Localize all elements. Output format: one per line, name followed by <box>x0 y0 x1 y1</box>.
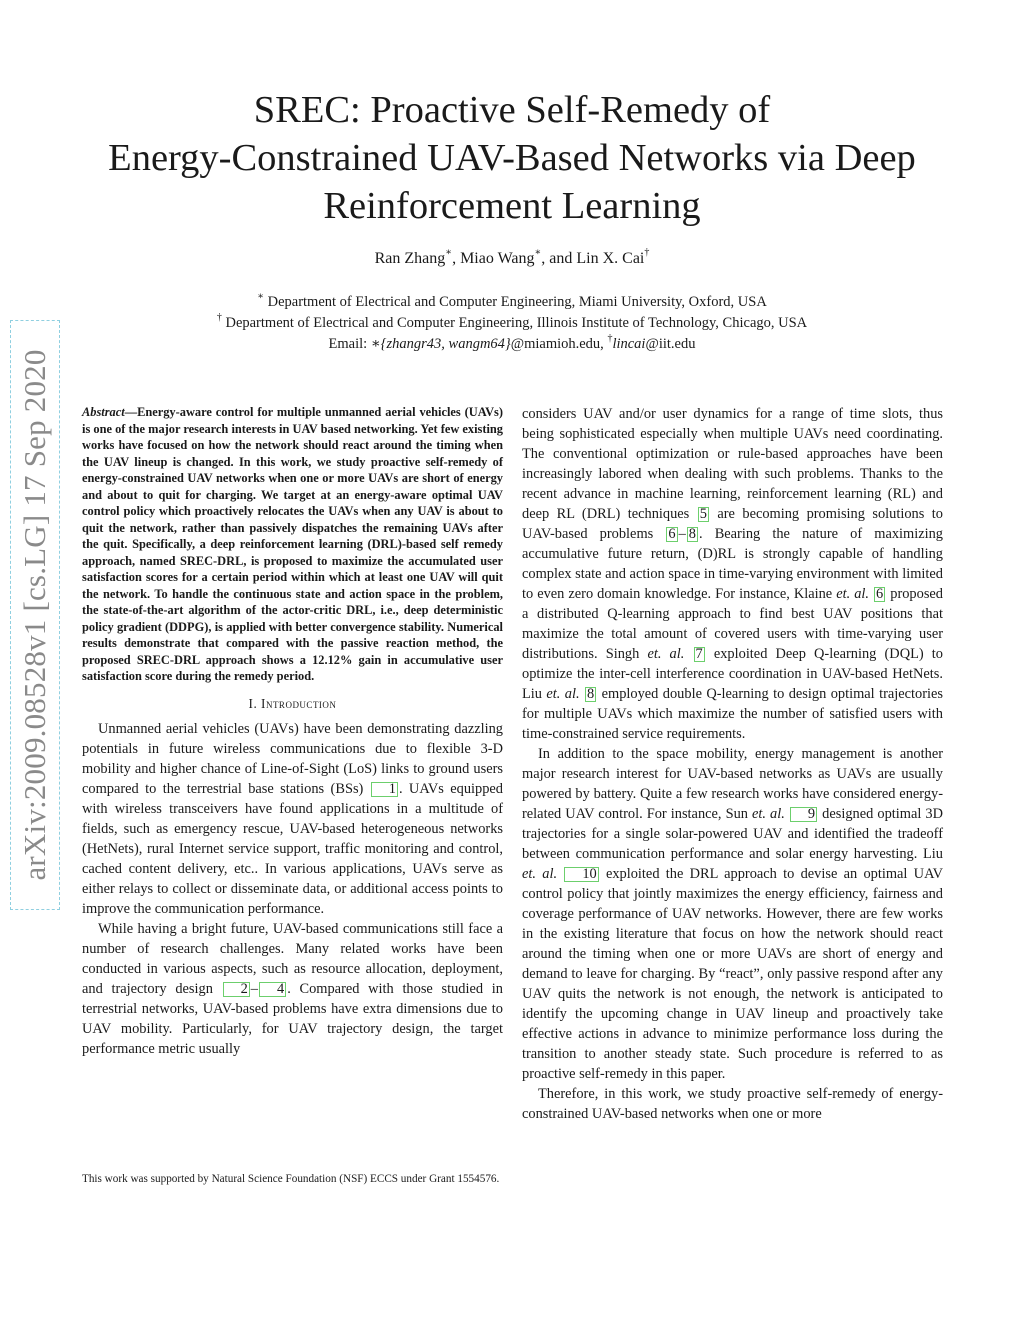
footnote: This work was supported by Natural Science Foundation (NSF) ECCS under Grant 1554576. <box>82 1173 500 1185</box>
affiliation-mark: † <box>216 312 222 323</box>
email-line <box>80 334 944 355</box>
author-list: Ran Zhang∗, Miao Wang∗, and Lin X. Cai† <box>374 247 650 267</box>
arxiv-identifier[interactable]: arXiv:2009.08528v1 [cs.LG] 17 Sep 2020 <box>17 349 52 881</box>
affiliation-mark: ∗ <box>257 291 264 302</box>
affiliation-line-1 <box>80 292 944 313</box>
citation-link[interactable]: 2 <box>223 982 250 997</box>
citation-link[interactable]: 6 <box>668 526 676 542</box>
intro-paragraph-3 <box>522 404 943 744</box>
title-line-1: SREC: Proactive Self-Remedy of <box>253 89 771 131</box>
text-run: considers UAV and/or user dynamics for a range of time slots, thus being sophisticated especially when multiple UAVs need coordinating. The conventional optimization or rule-based approaches have been increasingly labored when dealing with such problems. Thanks to the recent advance in machine learning, reinforcement learning (RL) and deep RL (DRL) techniques <box>522 406 943 522</box>
text-run: . Compared with those studied in terrestrial networks, UAV-based problems have extra dimensions due to UAV mobility. Particularly, for UAV trajectory design, the target performance metric usually <box>82 980 503 1057</box>
abstract-label: Abstract <box>82 405 125 419</box>
text-run: et. al. <box>836 586 870 602</box>
citation-link[interactable]: 1 <box>371 782 398 797</box>
text-run: employed double Q-learning to design optimal trajectories for multiple UAVs which maximize the number of satisfied users with time-constrained service requirements. <box>522 686 943 742</box>
citation-link[interactable]: 4 <box>259 982 286 997</box>
intro-paragraph-2 <box>82 919 503 1059</box>
email-user: lincai <box>612 336 646 352</box>
author-mark: ∗ <box>534 247 542 258</box>
text-run: et. al. <box>522 866 558 882</box>
text-run: In addition to the space mobility, energy management is another major research interest for UAV-based networks as UAVs are usually powered by battery. Quite a few research works have considered energy-related UAV control. For instance, Sun <box>522 746 943 822</box>
email-users: ∗{zhangr43, wangm64} <box>370 336 511 352</box>
author-name: Ran Zhang <box>374 250 446 267</box>
email-domain: @iit.edu <box>645 336 696 352</box>
email-domain: @miamioh.edu, <box>510 336 608 352</box>
text-run: exploited the DRL approach to devise an optimal UAV control policy that jointly maximizes the energy efficiency, fairness and coverage performance of UAV networks. However, there are few works in the existing literature that focus on how the network should react around the timing when one or more UAVs are short of energy and demand to leave for charging. By “react”, only passive respond after any UAV quits the network is not enough, the network is anticipated to identify the upcoming change in UAV lineup and proactively take effective actions in advance to minimize performance loss during the transition to another steady state. Such procedure is referred to as proactive self-remedy in this paper. <box>522 866 943 1082</box>
citation-link[interactable]: 8 <box>587 686 595 702</box>
text-run: designed optimal 3D trajectories for a single solar-powered UAV and identified the tradeoff between communication performance and solar energy harvesting. Liu <box>522 806 943 862</box>
left-column <box>82 404 503 1059</box>
text-run: – <box>250 980 258 997</box>
right-column <box>522 404 943 1124</box>
citation-link[interactable]: 5 <box>699 506 707 522</box>
email-label: Email: <box>328 336 371 352</box>
title-line-2: Energy-Constrained UAV-Based Networks via Deep <box>108 137 916 179</box>
text-run: – <box>678 526 686 542</box>
author-mark: ∗ <box>445 247 453 258</box>
author-name: Miao Wang <box>460 250 535 267</box>
citation-link[interactable]: 6 <box>876 586 884 602</box>
citation-link[interactable]: 10 <box>564 867 598 882</box>
affiliation-text: Department of Electrical and Computer Engineering, Miami University, Oxford, USA <box>267 294 767 310</box>
text-run: While having a bright future, UAV-based communications still face a number of research challenges. Many related works have been conducted in various aspects, such as resource allocation, deployment, and trajectory design <box>82 920 503 997</box>
section-number: I. <box>248 695 262 711</box>
citation-link[interactable]: 7 <box>695 646 703 662</box>
abstract-text: —Energy-aware control for multiple unmanned aerial vehicles (UAVs) is one of the major research interests in UAV based networking. Yet few existing works have focused on how the network should react around the timing when the UAV lineup is changed. In this work, we study proactive self-remedy of energy-constrained UAV networks when one or more UAVs are short of energy and about to quit for charging. We target at an energy-aware optimal UAV control policy which proactively relocates the UAVs when any UAV is about to quit the network, rather than passively dispatches the remaining UAVs after the quit. Specifically, a deep reinforcement learning (DRL)-based self remedy approach, named SREC-DRL, is proposed to maximize the accumulated user satisfaction scores for a certain period within which at least one UAV will quit the network. To handle the continuous state and action space in the problem, the state-of-the-art algorithm of the actor-critic DRL, i.e., deep deterministic policy gradient (DDPG), is applied with better convergence stability. Numerical results demonstrate that compared with the passive reaction method, the proposed SREC-DRL approach shows a 12.12% gain in accumulative user satisfaction score during the remedy period. <box>82 405 503 683</box>
text-run: are becoming promising solutions to UAV-based problems <box>522 506 943 542</box>
section-heading <box>82 696 503 712</box>
citation-link[interactable]: 8 <box>688 526 696 542</box>
affiliation-text: Department of Electrical and Computer Engineering, Illinois Institute of Technology, Chicago, USA <box>225 315 808 331</box>
title-line-3: Reinforcement Learning <box>323 185 701 227</box>
arxiv-stamp <box>0 320 66 910</box>
intro-paragraph-5: Therefore, in this work, we study proactive self-remedy of energy-constrained UAV-based networks when one or more <box>522 1086 943 1122</box>
text-run: et. al. <box>546 686 580 702</box>
text-run: proposed a distributed Q-learning approach to find best UAV positions that maximize the total amount of covered users with time-varying user distributions. Singh <box>522 586 944 662</box>
affiliations <box>80 292 944 355</box>
section-title: Introduction <box>261 695 337 711</box>
text-run: . Bearing the nature of maximizing accumulative future return, (D)RL is strongly capable of handling complex state and action space in time-varying environment with limited to even zero domain knowledge. For instance, Klaine <box>522 526 943 602</box>
citation-link[interactable]: 9 <box>790 807 817 822</box>
intro-paragraph-1 <box>82 719 503 919</box>
email-mark: † <box>607 333 613 344</box>
author-mark: † <box>644 247 650 258</box>
text-run: exploited Deep Q-learning (DQL) to optimize the inter-cell interference coordination in UAV-based HetNets. Liu <box>522 646 943 702</box>
paper-title <box>70 86 954 230</box>
text-run: . UAVs equipped with wireless transceivers have found applications in a multitude of fields, such as emergency rescue, UAV-based heterogeneous networks (HetNets), rural Internet service support, traffic monitoring and control, cached content delivery, etc.. In various applications, UAVs serve as either relays to collect or disseminate data, or additional access points to improve the communication performance. <box>82 780 503 917</box>
abstract <box>82 404 503 685</box>
intro-paragraph-4 <box>522 744 943 1084</box>
author-name: and Lin X. Cai <box>549 250 645 267</box>
text-run: et. al. <box>752 806 785 822</box>
affiliation-line-2 <box>80 313 944 334</box>
text-run: et. al. <box>647 646 685 662</box>
text-run: Unmanned aerial vehicles (UAVs) have been demonstrating dazzling potentials in future wireless communications due to flexible 3-D mobility and higher chance of Line-of-Sight (LoS) links to ground users compared to the terrestrial base stations (BSs) <box>82 720 503 797</box>
